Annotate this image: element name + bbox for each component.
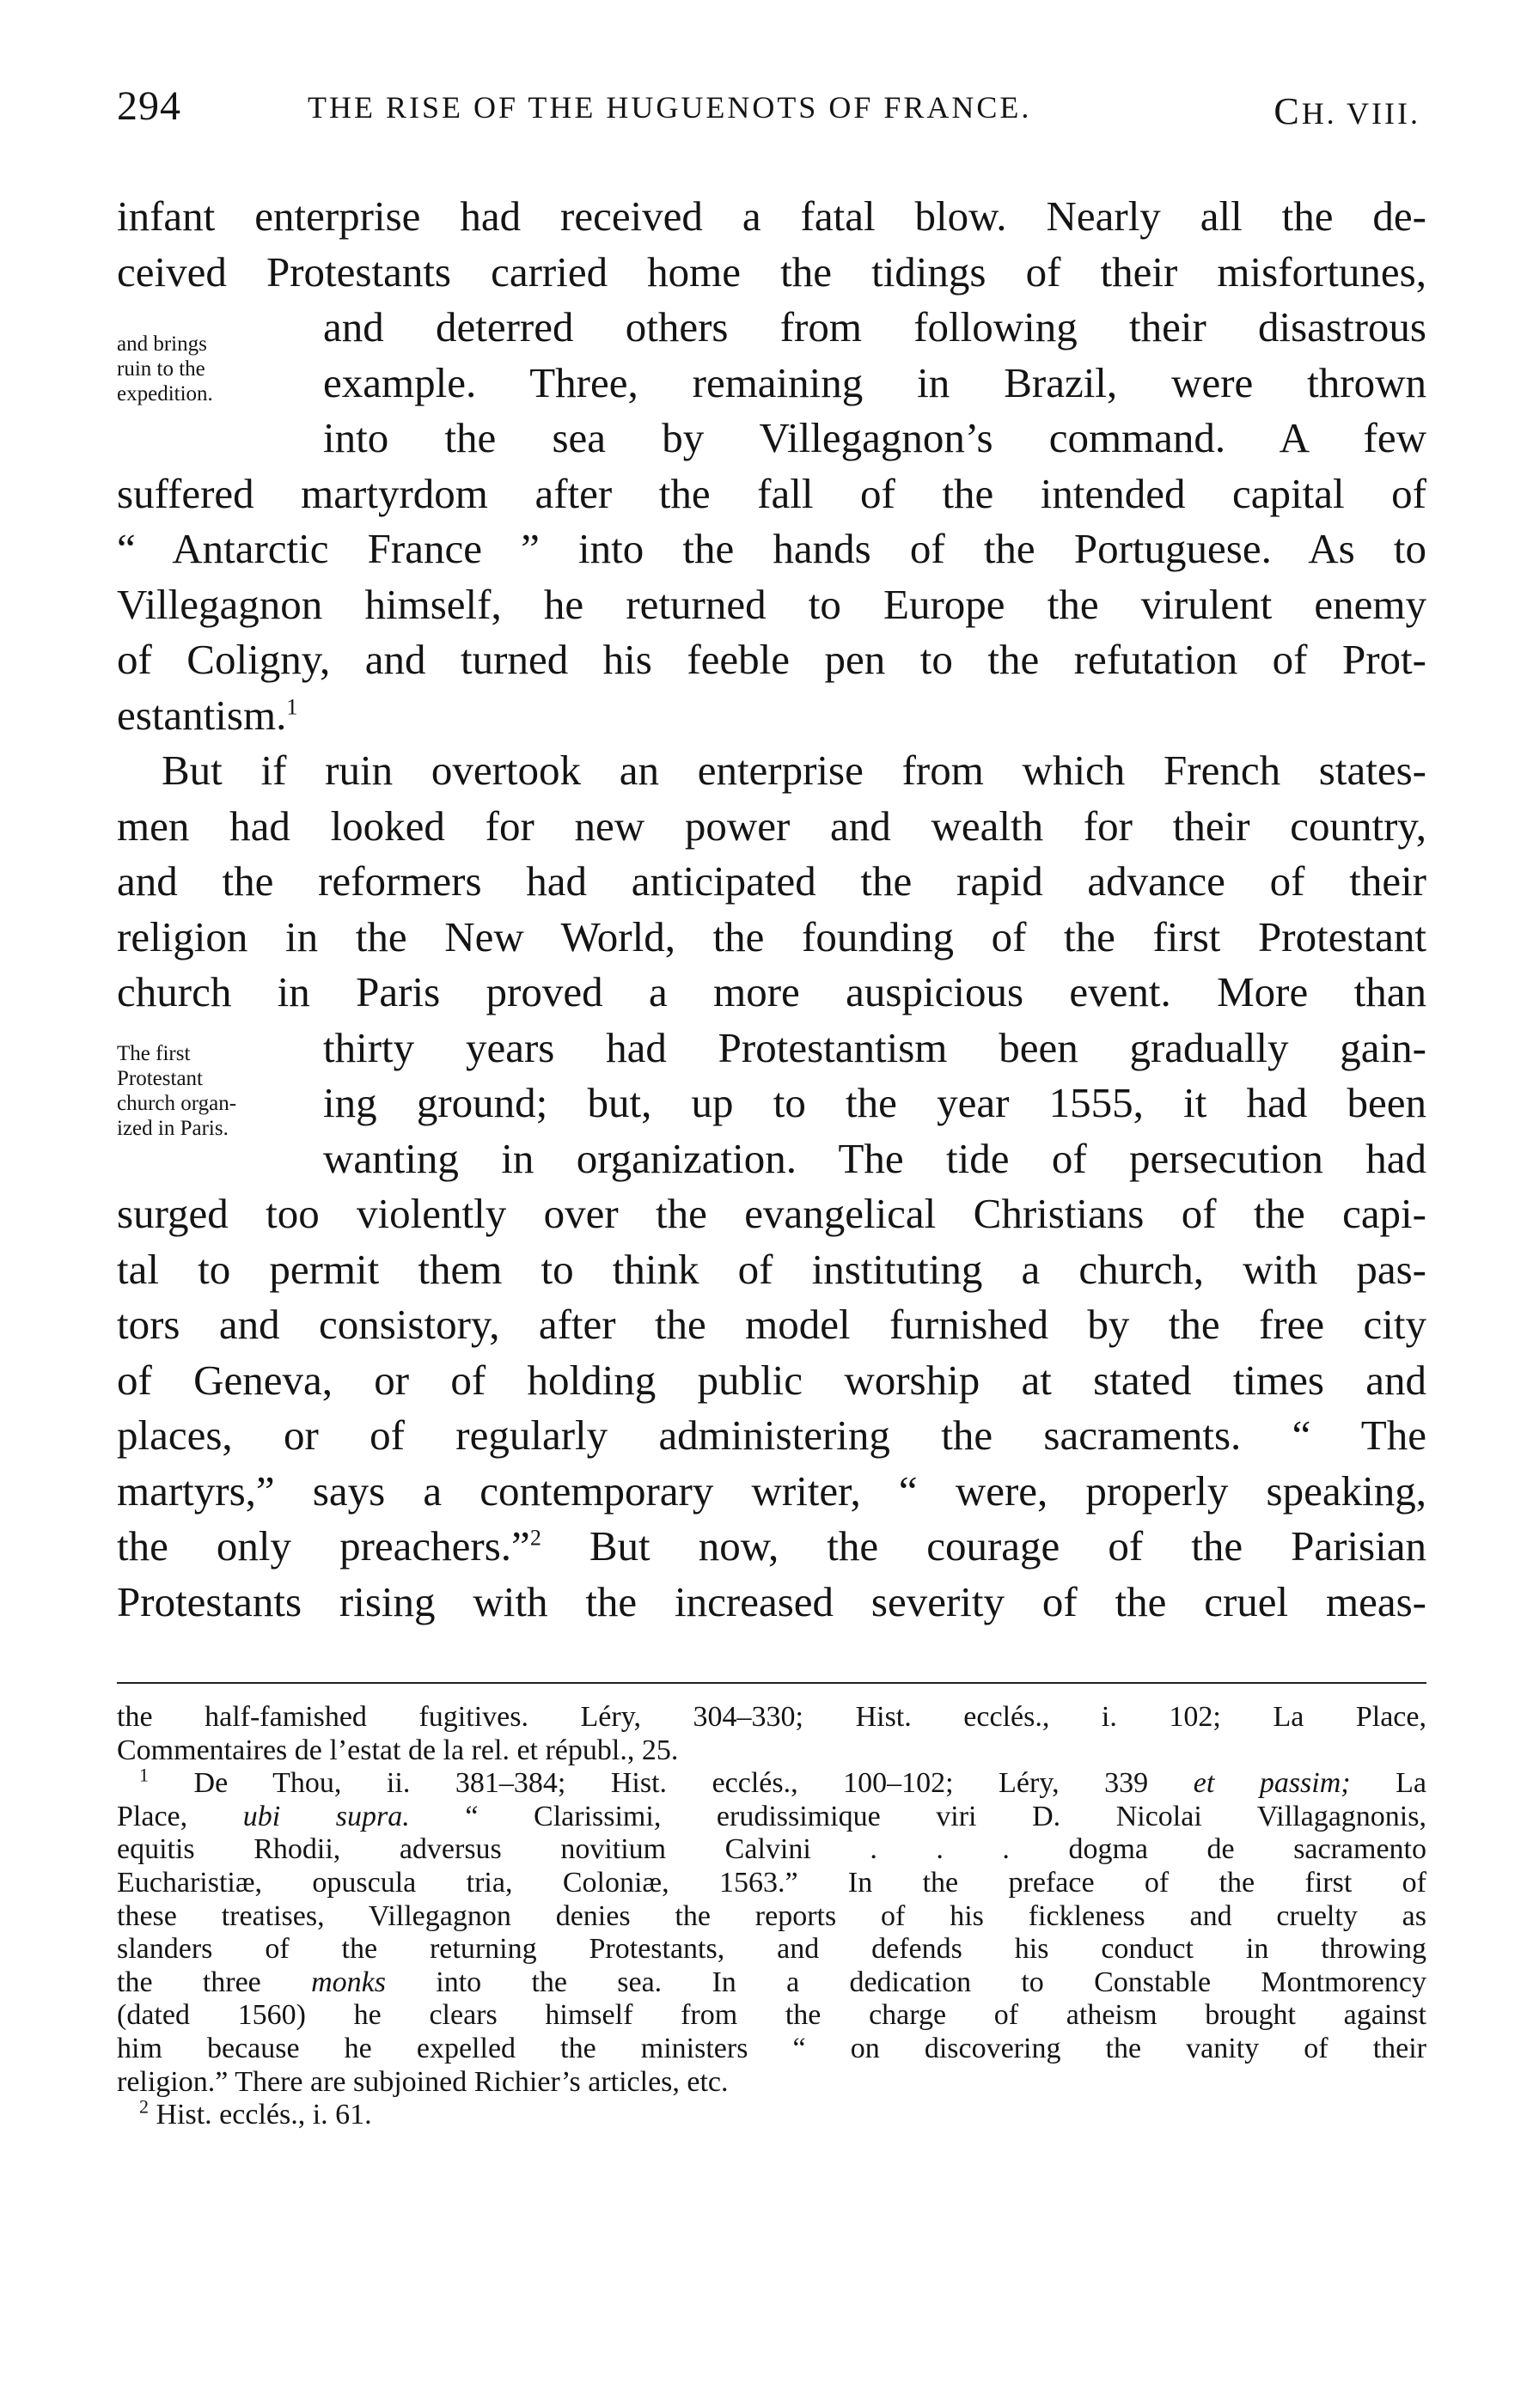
- body-line: suffered martyrdom after the fall of the intended capital of: [117, 469, 1426, 517]
- sidenote-line: expedition.: [117, 382, 213, 405]
- footnote-line: [117, 2095, 1426, 2132]
- footnote-run: De Thou, ii. 381–384; Hist. ecclés., 100–102; Léry, 339: [149, 1767, 1194, 1800]
- body-line: places, or of regularly administering the sacraments. “ The: [117, 1411, 1426, 1459]
- body-line: and the reformers had anticipated the rapid advance of their: [117, 857, 1426, 905]
- footnote-line: the half-famished fugitives. Léry, 304–330; Hist. ecclés., i. 102; La Place,: [117, 1701, 1426, 1733]
- chapter-label: [1274, 89, 1420, 133]
- body-line: surged too violently over the evangelical Christians of the capi-: [117, 1190, 1426, 1237]
- sidenote-line: church organ-: [117, 1092, 237, 1115]
- footnote-line: [117, 1764, 1427, 1801]
- body-line: church in Paris proved a more auspicious event. More than: [117, 968, 1426, 1015]
- footnote-line: him because he expelled the ministers “ on discovering the vanity of their: [117, 2032, 1426, 2064]
- body-line: men had looked for new power and wealth for their country,: [117, 802, 1426, 850]
- sidenote-line: ized in Paris.: [117, 1117, 229, 1140]
- footnote-line: equitis Rhodii, adversus novitium Calvini . . . dogma de sacramento: [117, 1833, 1426, 1866]
- footnote-marker: 2: [139, 2095, 149, 2118]
- footnotes: [117, 1701, 1426, 2132]
- body-line: tal to permit them to think of instituting a church, with pas-: [117, 1245, 1426, 1293]
- footnote-line: [117, 1966, 1426, 2000]
- footnote-line: Commentaires de l’estat de la rel. et républ., 25.: [117, 1734, 679, 1766]
- body-text-run: the only preachers.”: [117, 1522, 530, 1570]
- footnote-line: slanders of the returning Protestants, and defends his conduct in throwing: [117, 1933, 1426, 1966]
- footnote-ref: 1: [286, 694, 298, 720]
- body-line: Villegagnon himself, he returned to Europe the virulent enemy: [117, 580, 1426, 628]
- footnote-line: these treatises, Villegagnon denies the reports of his fickleness and cruelty as: [117, 1899, 1426, 1932]
- body-line: example. Three, remaining in Brazil, were thrown: [323, 358, 1426, 406]
- footnote-run: the three: [117, 1966, 312, 1998]
- chapter-rest: H. VIII.: [1301, 96, 1420, 131]
- body-line: [117, 688, 1426, 744]
- body-text-run: But now, the courage of the Parisian: [541, 1522, 1426, 1570]
- body-text: [117, 189, 1426, 1630]
- body-line: [117, 1519, 1426, 1575]
- sidenote-line: The first: [117, 1042, 191, 1065]
- body-line: and deterred others from following their disastrous: [323, 303, 1426, 351]
- body-line: of Geneva, or of holding public worship at stated times and: [117, 1356, 1426, 1404]
- footnote-run: La: [1350, 1767, 1427, 1800]
- footnote-italic: ubi supra.: [242, 1800, 410, 1832]
- body-line: ing ground; but, up to the year 1555, it had been: [323, 1079, 1426, 1126]
- body-line: into the sea by Villegagnon’s command. A few: [323, 414, 1426, 461]
- body-line: infant enterprise had received a fatal blow. Nearly all the de-: [117, 192, 1426, 240]
- footnote-ref: 2: [529, 1525, 541, 1551]
- sidenote-line: Protestant: [117, 1067, 203, 1090]
- footnote-run: Hist. ecclés., i. 61.: [149, 2099, 372, 2131]
- footnote-run: into the sea. In a dedication to Constable Montmorency: [385, 1966, 1426, 1998]
- body-line: Protestants rising with the increased severity of the cruel meas-: [117, 1577, 1426, 1625]
- footnote-run: “ Clarissimi, erudissimique viri D. Nicolai Villagagnonis,: [409, 1800, 1426, 1832]
- body-line: thirty years had Protestantism been gradually gain-: [323, 1023, 1426, 1071]
- body-line: of Coligny, and turned his feeble pen to the refutation of Prot-: [117, 636, 1426, 683]
- body-line: But if ruin overtook an enterprise from which French states-: [162, 747, 1426, 794]
- footnote-line: religion.” There are subjoined Richier’s articles, etc.: [117, 2065, 729, 2098]
- body-line: tors and consistory, after the model furnished by the free city: [117, 1301, 1426, 1348]
- body-line: “ Antarctic France ” into the hands of the Portuguese. As to: [117, 525, 1426, 572]
- sidenote-line: and brings: [117, 332, 207, 356]
- sidenote-line: ruin to the: [117, 357, 205, 381]
- body-text-run: estantism.: [117, 691, 287, 739]
- footnote-run: Place,: [117, 1800, 243, 1832]
- footnote-line: (dated 1560) he clears himself from the charge of atheism brought against: [117, 1999, 1426, 2032]
- footnote-line: [117, 1801, 1426, 1834]
- body-line: wanting in organization. The tide of persecution had: [323, 1134, 1426, 1182]
- page-number: 294: [117, 83, 181, 129]
- body-line: ceived Protestants carried home the tidings of their misfortunes,: [117, 247, 1426, 296]
- body-line: religion in the New World, the founding of the first Protestant: [117, 912, 1426, 960]
- chapter-initial: C: [1274, 90, 1302, 132]
- footnote-line: Eucharistiæ, opuscula tria, Coloniæ, 1563.” In the preface of the first of: [117, 1866, 1426, 1899]
- running-title: THE RISE OF THE HUGUENOTS OF FRANCE.: [308, 90, 1032, 125]
- footnote-rule: [117, 1682, 1426, 1684]
- footnote-marker: 1: [139, 1764, 149, 1786]
- footnote-italic: monks: [311, 1966, 386, 1998]
- body-line: martyrs,” says a contemporary writer, “ were, properly speaking,: [117, 1466, 1426, 1515]
- running-header: [117, 79, 1420, 131]
- footnote-italic: et passim;: [1193, 1767, 1351, 1800]
